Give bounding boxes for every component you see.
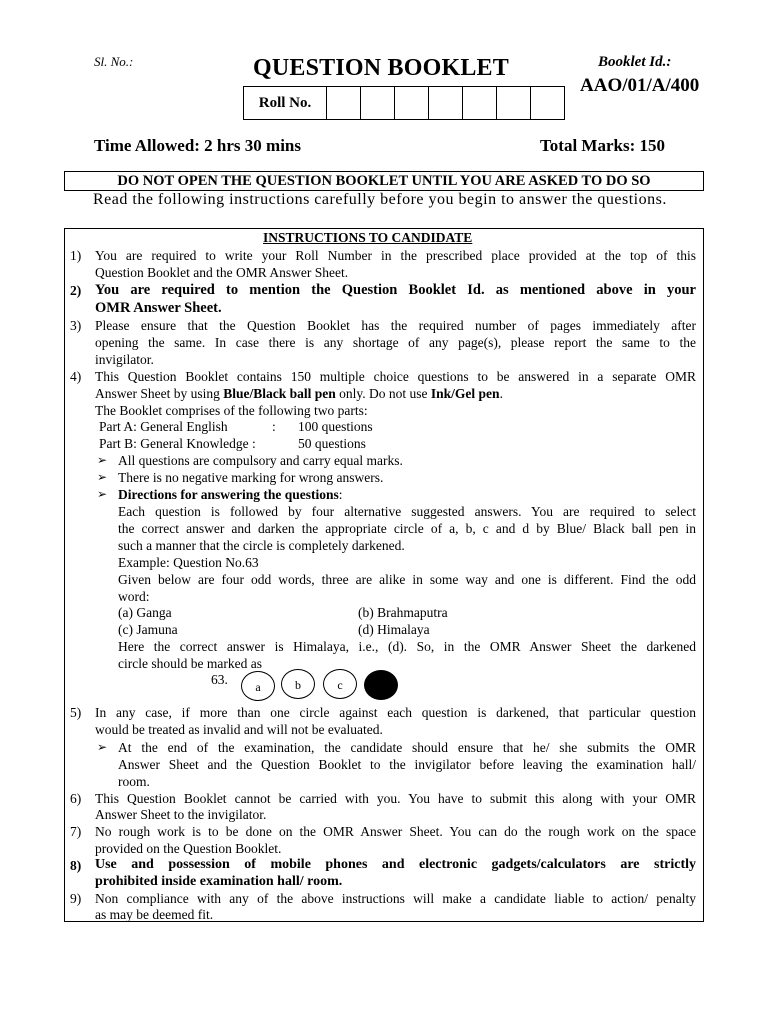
arrow-bullet-icon: ➢ xyxy=(97,487,108,501)
answer-explanation-line: circle should be marked as xyxy=(118,656,262,671)
part-a-colon: : xyxy=(272,419,276,434)
arrow-bullet-icon: ➢ xyxy=(97,453,108,467)
bullet-line: There is no negative marking for wrong answers. xyxy=(118,470,384,485)
instruction-7-line: No rough work is to be done on the OMR Answer Sheet. You can do the rough work on the space xyxy=(95,824,696,839)
roll-number-cell xyxy=(531,87,564,119)
option-a: (a) Ganga xyxy=(118,605,172,620)
instruction-3-line: opening the same. In case there is any shortage of any page(s), please report the same to the xyxy=(95,335,696,350)
instruction-5-bullet-line: Answer Sheet and the Question Booklet to the invigilator before leaving the examination hall/ xyxy=(118,757,696,772)
option-b: (b) Brahmaputra xyxy=(358,605,448,620)
instruction-number: 6) xyxy=(70,791,82,806)
read-instructions-note: Read the following instructions carefully before you begin to answer the questions. xyxy=(93,191,667,208)
instruction-9-line: Non compliance with any of the above instructions will make a candidate liable to action/ penalty xyxy=(95,891,696,906)
answer-explanation-line: Here the correct answer is Himalaya, i.e., (d). So, in the OMR Answer Sheet the darkened xyxy=(118,639,696,654)
booklet-id-label: Booklet Id.: xyxy=(598,54,672,70)
instruction-6-line: Answer Sheet to the invigilator. xyxy=(95,807,267,822)
option-d: (d) Himalaya xyxy=(358,622,430,637)
example-question-number: 63. xyxy=(211,672,228,687)
bullet-line: Directions for answering the questions: xyxy=(118,487,343,502)
part-a-questions: 100 questions xyxy=(298,419,373,434)
instruction-4-line: Answer Sheet by using Blue/Black ball pen only. Do not use Ink/Gel pen. xyxy=(95,386,503,401)
instruction-number: 4) xyxy=(70,369,82,384)
roll-number-cell xyxy=(429,87,463,119)
part-b-label: Part B: General Knowledge : xyxy=(99,436,256,451)
instruction-3-line: Please ensure that the Question Booklet has the required number of pages immediately after xyxy=(95,318,696,333)
instruction-8-line: prohibited inside examination hall/ room. xyxy=(95,874,343,889)
serial-number-label: Sl. No.: xyxy=(94,54,134,69)
directions-line: such a manner that the circle is completely darkened. xyxy=(118,538,405,553)
instructions-heading: INSTRUCTIONS TO CANDIDATE xyxy=(263,230,473,245)
instruction-8-line: Use and possession of mobile phones and electronic gadgets/calculators are strictly xyxy=(95,857,696,872)
example-line: Given below are four odd words, three are alike in some way and one is different. Find the odd xyxy=(118,572,696,587)
instruction-4-line: The Booklet comprises of the following two parts: xyxy=(95,403,368,418)
instruction-9-line: as may be deemed fit. xyxy=(95,907,214,922)
instruction-5-line: would be treated as invalid and will not be evaluated. xyxy=(95,722,383,737)
part-b-questions: 50 questions xyxy=(298,436,366,451)
bullet-line: All questions are compulsory and carry equal marks. xyxy=(118,453,403,468)
roll-number-cell xyxy=(361,87,395,119)
booklet-id-value: AAO/01/A/400 xyxy=(580,75,700,96)
instruction-2-line: OMR Answer Sheet. xyxy=(95,300,222,316)
answer-bubble-a: a xyxy=(241,671,275,701)
instruction-5-line: In any case, if more than one circle against each question is darkened, that particular question xyxy=(95,705,696,720)
option-c: (c) Jamuna xyxy=(118,622,178,637)
time-allowed: Time Allowed: 2 hrs 30 mins xyxy=(94,136,302,155)
instruction-4-line: This Question Booklet contains 150 multiple choice questions to be answered in a separate OMR xyxy=(95,369,696,384)
instruction-number: 3) xyxy=(70,318,82,333)
roll-number-cell xyxy=(497,87,531,119)
roll-number-box xyxy=(243,86,565,120)
instruction-number: 7) xyxy=(70,824,82,839)
instruction-1-line: Question Booklet and the OMR Answer Sheet. xyxy=(95,265,349,280)
total-marks: Total Marks: 150 xyxy=(540,136,665,155)
roll-number-cell xyxy=(327,87,361,119)
page-title: QUESTION BOOKLET xyxy=(253,55,509,81)
do-not-open-warning: DO NOT OPEN THE QUESTION BOOKLET UNTIL YOU ARE ASKED TO DO SO xyxy=(64,171,704,191)
instruction-7-line: provided on the Question Booklet. xyxy=(95,841,282,856)
instruction-number: 2) xyxy=(70,283,82,298)
roll-number-cell xyxy=(463,87,497,119)
answer-bubble-c: c xyxy=(323,669,357,699)
answer-bubble-d-filled xyxy=(364,670,398,700)
arrow-bullet-icon: ➢ xyxy=(97,470,108,484)
example-heading: Example: Question No.63 xyxy=(118,555,259,570)
instruction-6-line: This Question Booklet cannot be carried with you. You have to submit this along with your OMR xyxy=(95,791,696,806)
roll-number-label: Roll No. xyxy=(244,87,327,119)
instruction-number: 9) xyxy=(70,891,82,906)
directions-line: Each question is followed by four alternative suggested answers. You are required to select xyxy=(118,504,696,519)
example-line: word: xyxy=(118,589,150,604)
instruction-3-line: invigilator. xyxy=(95,352,154,367)
part-a-label: Part A: General English xyxy=(99,419,228,434)
instruction-5-bullet-line: room. xyxy=(118,774,150,789)
instruction-1-line: You are required to write your Roll Number in the prescribed place provided at the top of this xyxy=(95,248,696,263)
instruction-5-bullet-line: At the end of the examination, the candidate should ensure that he/ she submits the OMR xyxy=(118,740,696,755)
arrow-bullet-icon: ➢ xyxy=(97,740,108,754)
instruction-number: 5) xyxy=(70,705,82,720)
directions-line: the correct answer and darken the appropriate circle of a, b, c and d by Blue/ Black ball pen in xyxy=(118,521,696,536)
instruction-number: 8) xyxy=(70,858,82,873)
roll-number-cell xyxy=(395,87,429,119)
instruction-2-line: You are required to mention the Question Booklet Id. as mentioned above in your xyxy=(95,282,696,298)
instruction-number: 1) xyxy=(70,248,82,263)
answer-bubble-b: b xyxy=(281,669,315,699)
